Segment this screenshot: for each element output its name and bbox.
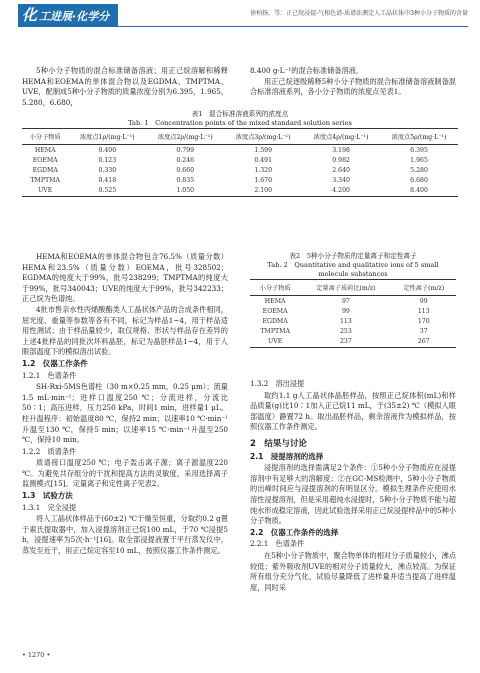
table-cell: 6.395 [410, 146, 428, 154]
table-row [250, 316, 456, 326]
journal-logo-big: 化 [22, 6, 38, 24]
running-title: 徐柏扬，等：正己烷浸提-气相色谱-质谱法测定人工晶状体中3种小分子物质的含量 [250, 10, 468, 17]
table-row [250, 306, 456, 316]
table-row [250, 327, 456, 337]
table-cell: 97 [341, 297, 350, 305]
table-cell: UVE [250, 337, 300, 348]
paragraph: 5种小分子物质的混合标准储备溶液；用正己烷溶解和稀释HEMA和EOEMA的单体混合物以及EGDMA、TMPTMA、UVE，配制成5种小分子物质的质量浓度分别为6.395，1.965，5.280，6.680， [22, 66, 228, 107]
table-cell: 0.835 [176, 177, 195, 185]
paragraph: 取约1.1 g人工晶状体晶胚样品，按照正己烷体积(mL)和样品质量(g)比10∶1加入正己烷11 mL，于(35±2) ℃（模拟人眼部温度）静置72 h。取出晶胚样品，剩余溶液作为模拟样品，按照仪器工作条件测定。 [250, 390, 456, 432]
table-1-caption-cn: 表1 混合标准溶液系列的浓度点 [191, 110, 289, 118]
paragraph: 用正己烷逐级稀释5种小分子物质的混合标准储备溶液制备混合标准溶液系列，各小分子物质的浓度点见表1。 [250, 76, 456, 97]
table-cell: 3.340 [332, 177, 350, 185]
table-cell: EOEMA [262, 307, 288, 315]
table-cell: TMPTMA [260, 328, 290, 336]
subsection-heading: 1.2.1 色谱条件 [22, 370, 77, 380]
table-2-caption-cn: 表2 5种小分子物质的定量离子和定性离子 [289, 252, 417, 260]
table-row [22, 176, 458, 186]
table-header-cell: 浓度点4ρ/(mg·L⁻¹) [302, 129, 380, 145]
table-cell: 8.400 [380, 186, 458, 197]
table-cell: 1.965 [410, 156, 428, 164]
table-header-cell: 小分子物质 [250, 280, 300, 296]
table-cell: HEMA [34, 146, 56, 154]
table-cell: EGDMA [32, 166, 58, 174]
right-column-top [250, 66, 456, 98]
table-cell: HEMA [264, 297, 286, 305]
table-row [22, 145, 458, 156]
table-cell: 0.491 [254, 156, 273, 164]
left-column-top [22, 66, 228, 108]
table-cell: 4.200 [302, 186, 380, 197]
table-cell: 1.050 [146, 186, 224, 197]
table-2-grid [250, 279, 456, 348]
subsection-heading: 1.2.2 质谱条件 [22, 446, 77, 456]
table-cell: 99 [341, 307, 350, 315]
table-cell: 0.660 [176, 166, 195, 174]
table-cell: 0.123 [98, 156, 117, 164]
table-cell: 5.280 [410, 166, 428, 174]
paragraph: 8.400 g·L⁻¹的混合标准储备溶液。 [250, 66, 364, 75]
page-number: • 1270 • [22, 651, 51, 659]
paragraph: SH-Rxi-5MS色谱柱（30 m×0.25 mm，0.25 μm）；流量1.5 mL·min⁻¹；进样口温度250 ℃；分流进样，分流比50∶1；高压进样，压力250 kPa，时间1 min，进样量1 μL。柱升温程序：初始温度80 ℃，保持2 min；以速率10 ℃·min⁻¹升温至130 ℃，保持5 min；以速率15 ℃·min⁻¹升温至250 ℃，保持10 min。 [22, 382, 228, 445]
table-header-cell: 定性离子(m/z) [391, 280, 456, 296]
table-header-cell: 浓度点1ρ/(mg·L⁻¹) [68, 129, 146, 145]
table-cell: 253 [339, 328, 352, 336]
table-cell: 0.982 [332, 156, 350, 164]
table-cell: 1.320 [254, 166, 273, 174]
table-header-row [250, 280, 456, 296]
table-row [22, 165, 458, 175]
table-cell: 2.640 [332, 166, 350, 174]
table-1 [22, 110, 458, 197]
table-header-cell: 定量离子质荷比(m/z) [300, 280, 391, 296]
table-cell: 113 [417, 307, 430, 315]
table-cell: 6.680 [410, 177, 428, 185]
journal-header [0, 0, 480, 45]
subsection-heading: 2.2.1 色谱条件 [250, 539, 305, 549]
section-heading: 2 结果与讨论 [250, 438, 307, 449]
paragraph: HEMA和EOEMA的单体混合物包含76.5%（质量分数）HEMA和23.5%（质量分数）EOEMA，批号328502；EGDMA的纯度大于99%，批号238299；TMPTMA的纯度大于99%，批号340043；UVE的纯度大于99%，批号342233；正己烷为色谱纯。 [22, 252, 228, 304]
subsection-heading: 1.3.1 完全浸提 [22, 502, 77, 512]
table-cell: 0.330 [98, 166, 117, 174]
table-cell: 237 [300, 337, 391, 348]
table-2 [250, 252, 456, 348]
table-cell: 0.799 [176, 146, 195, 154]
table-header-row [22, 129, 458, 145]
table-cell: 3.198 [332, 146, 350, 154]
table-cell: EGDMA [262, 317, 288, 325]
table-cell: 170 [417, 317, 430, 325]
table-cell: 0.400 [98, 146, 117, 154]
paragraph: 质谱接口温度250 ℃；电子轰击离子源；离子源温度220 ℃。为避免共存组分的干扰和提高方法的灵敏度，采用选择离子监测模式[15]。定量离子和定性离子见表2。 [22, 458, 228, 489]
section-heading: 2.1 浸提溶剂的选择 [250, 451, 324, 461]
table-cell: 37 [419, 328, 428, 336]
table-cell: 1.599 [254, 146, 273, 154]
table-row [250, 337, 456, 348]
table-header-cell: 浓度点3ρ/(mg·L⁻¹) [224, 129, 302, 145]
paragraph: 在5种小分子物质中，聚合物单体的相对分子质量较小，沸点较低；紫外吸收剂UVE的相对分子质量较大，沸点较高。为保证所有组分充分气化，试验尽量降低了进样量并适当提高了进样温度，同时采 [250, 550, 456, 592]
section-heading: 1.3 试验方法 [22, 491, 73, 501]
subsection-heading: 1.3.2 溶出浸提 [250, 379, 305, 388]
table-cell: 113 [339, 317, 352, 325]
header-divider [18, 26, 468, 27]
paragraph: 4批市售亲水性丙烯酸酯类人工晶状体产品的合成条件相同，屈光度、重量等参数等各有不同，标记为样品1~4，用于样品适用性测试；由于样品量较少，取仅规格、形状与样品存在差异的上述4批样品的同批次坏料晶胚，标记为晶胚样品1~4，用于人眼部温度下的模拟溶出试验。 [22, 304, 228, 357]
section-heading: 2.2 仪器工作条件的选择 [250, 527, 339, 537]
table-cell: 0.418 [98, 177, 117, 185]
table-cell: TMPTMA [30, 177, 60, 185]
table-cell: 0.246 [176, 156, 195, 164]
journal-logo-suffix: ·化学分册 [22, 10, 110, 45]
left-column [22, 252, 228, 557]
table-cell: 0.525 [68, 186, 146, 197]
table-row [22, 155, 458, 165]
table-cell: 1.670 [254, 177, 273, 185]
table-header-cell: 浓度点5ρ/(mg·L⁻¹) [380, 129, 458, 145]
paragraph: 浸提溶剂的选择需满足2个条件：①5种小分子物质应在浸提溶剂中有足够大的溶解度；②在GC-MS检测中，5种小分子物质的出峰时间应与浸提溶剂的有明显区分。模拟生理条件应使用水溶性浸提溶剂，但是采用超纯水浸提时，5种小分子物质不能与超纯水形成稳定溶液，因此试验选择采用正己烷浸提样品中的5种小分子物质。 [250, 463, 456, 526]
table-1-caption-en: Tab. 1 Concentration points of the mixed standard solution series [128, 119, 352, 127]
table-row [250, 296, 456, 307]
table-cell: 2.100 [224, 186, 302, 197]
table-header-cell: 浓度点2ρ/(mg·L⁻¹) [146, 129, 224, 145]
table-cell: 99 [419, 297, 428, 305]
paragraph: 将人工晶状体样品于(60±2) ℃干燥至恒重，分取约0.2 g置于索氏提取器中，加入浸提溶剂正己烷100 mL，于70 ℃浸提5 h，浸提速率为5次·h⁻¹[16]。取全部浸提液置于平行蒸发仪中，蒸发至近干，用正己烷定容至10 mL，按照仪器工作条件测定。 [22, 514, 228, 556]
table-cell: UVE [22, 186, 68, 197]
table-2-caption-en-2: molecule substances [318, 270, 388, 278]
table-row [22, 186, 458, 197]
table-2-caption-en-1: Tab. 2 Quantitative and qualitative ions of 5 small [267, 261, 439, 269]
right-column [250, 378, 456, 593]
journal-logo [18, 4, 118, 45]
table-1-grid [22, 128, 458, 197]
journal-logo-rest: 工进展 [39, 10, 73, 23]
section-heading: 1.2 仪器工作条件 [22, 358, 88, 368]
table-header-cell: 小分子物质 [22, 129, 68, 145]
table-cell: EOEMA [32, 156, 58, 164]
table-cell: 267 [391, 337, 456, 348]
